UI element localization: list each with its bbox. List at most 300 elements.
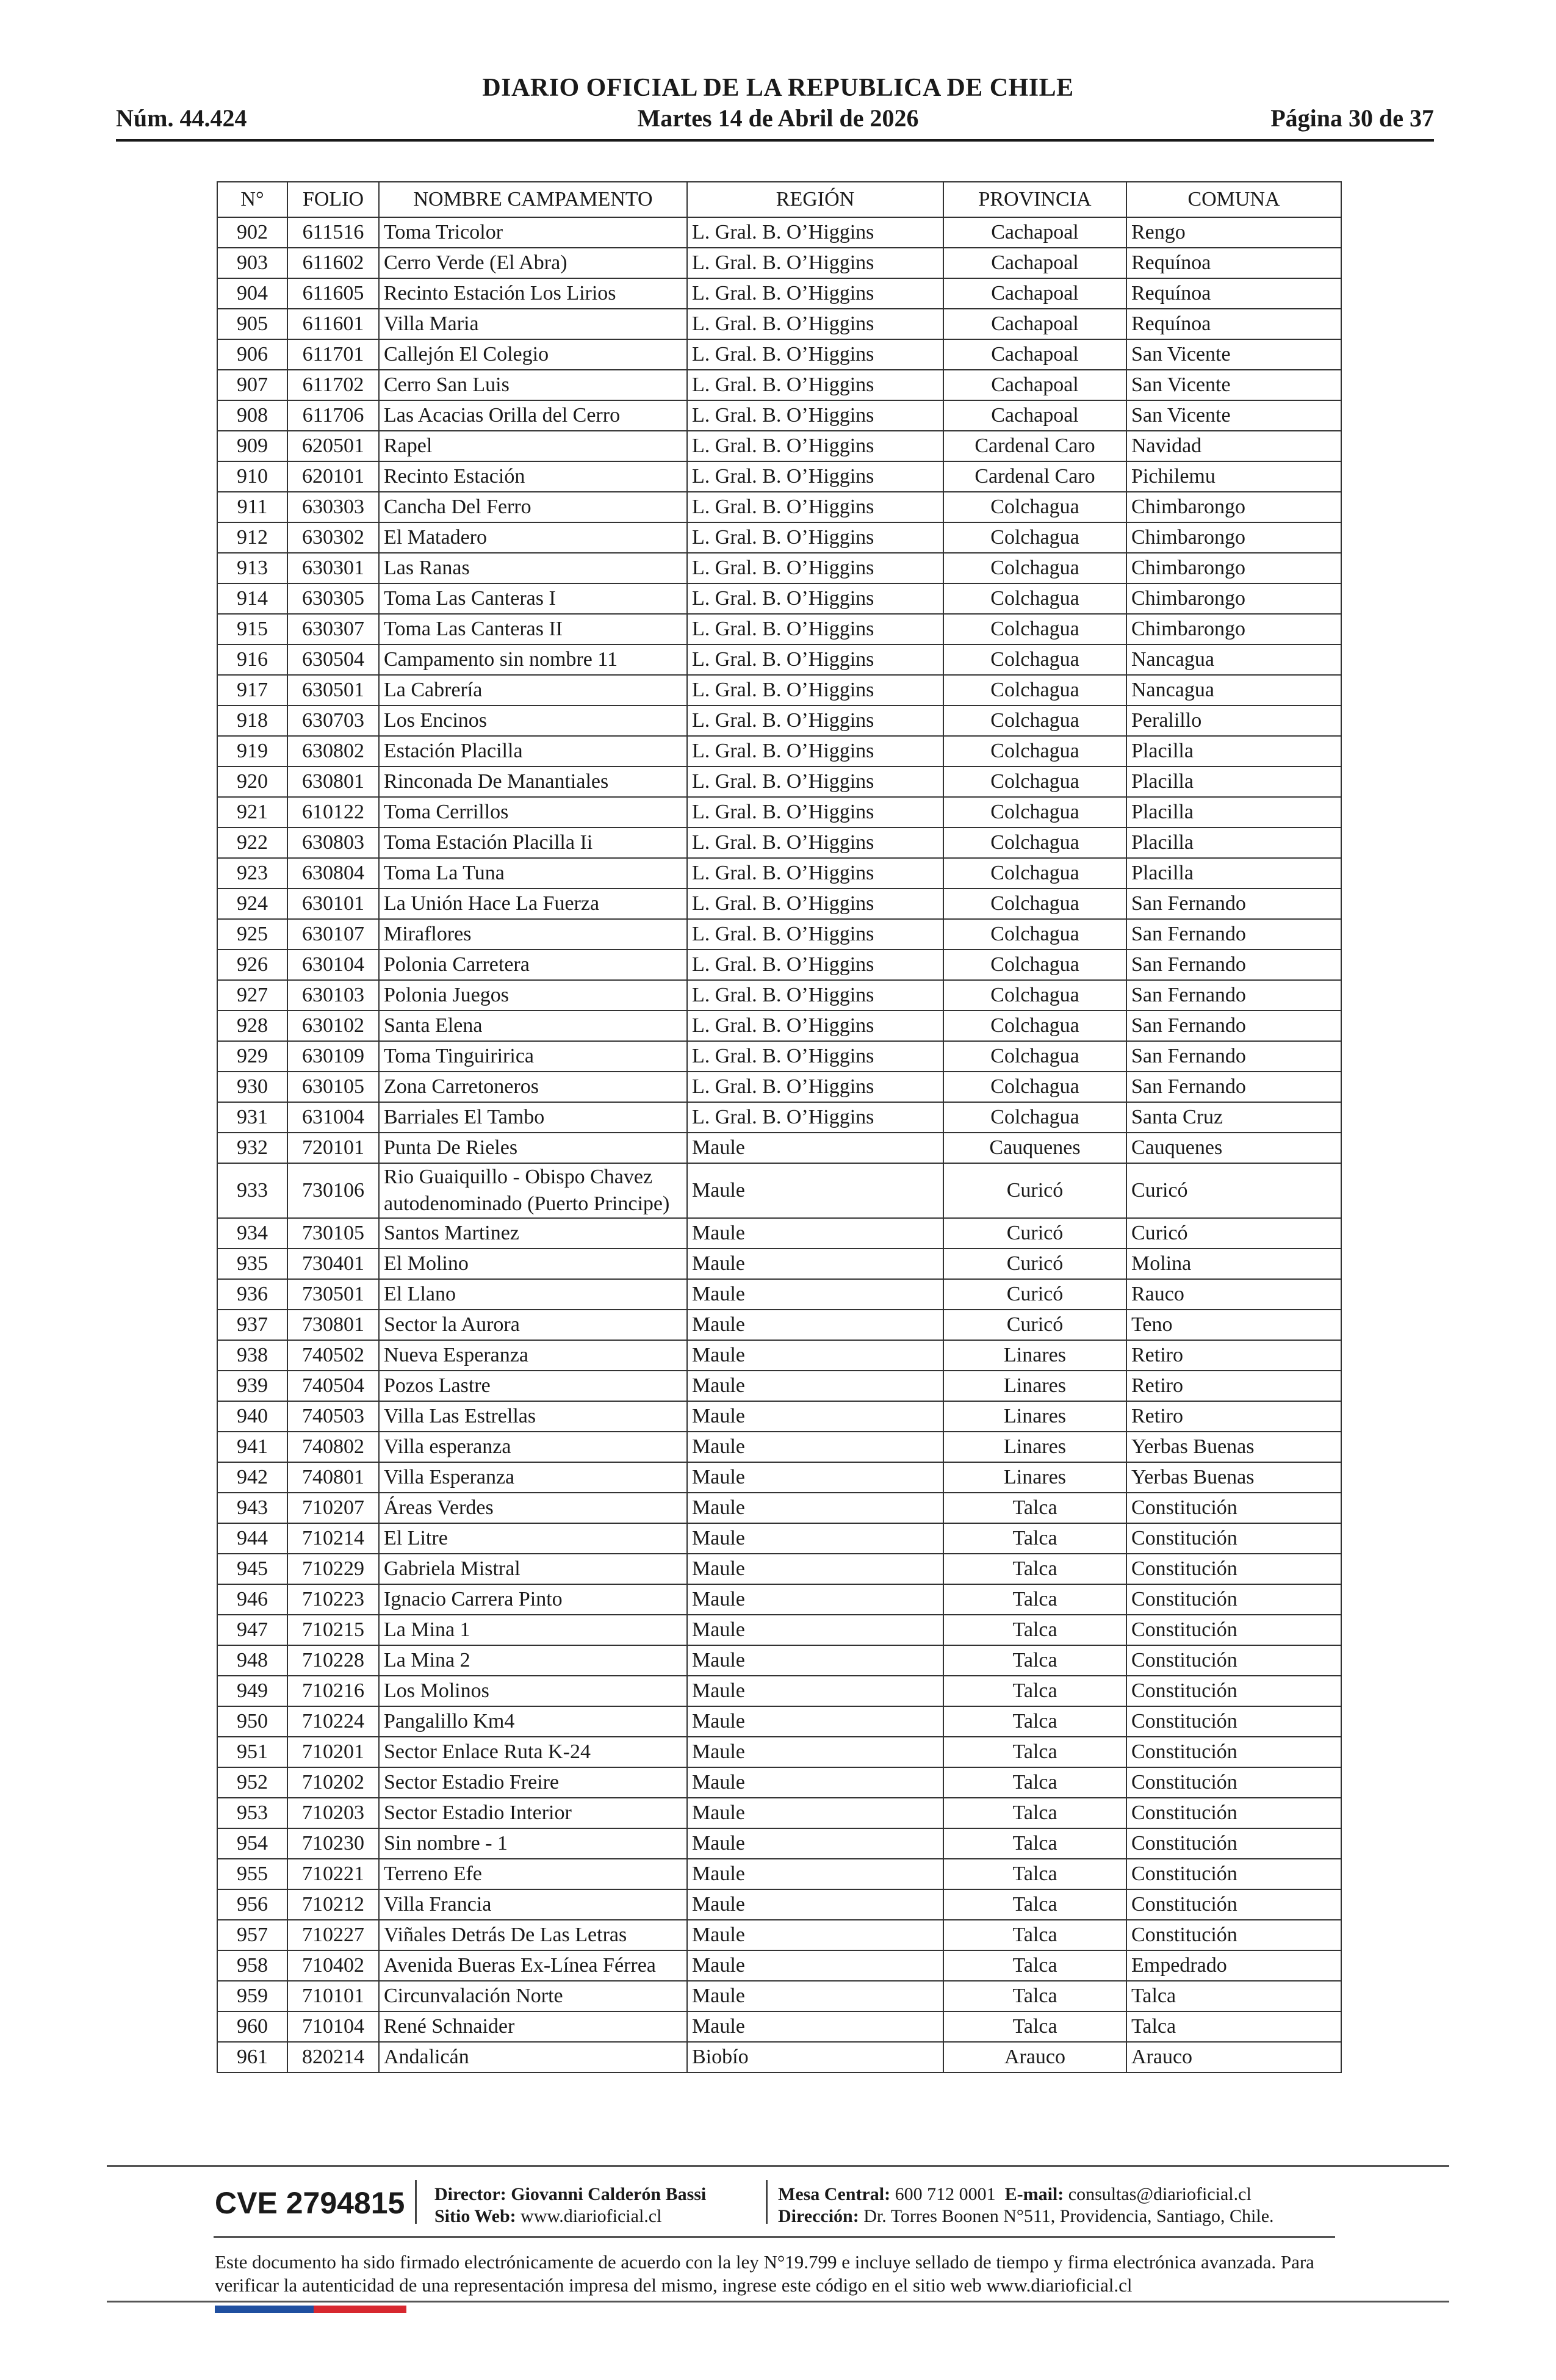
cell-provincia: Colchagua bbox=[943, 583, 1126, 614]
cell-folio: 630804 bbox=[287, 858, 379, 889]
table-row bbox=[217, 1554, 1341, 1584]
cell-provincia: Curicó bbox=[943, 1279, 1126, 1310]
cell-comuna: Chimbarongo bbox=[1126, 492, 1341, 522]
column-header-region: REGIÓN bbox=[687, 182, 943, 217]
cell-nombre: Áreas Verdes bbox=[379, 1493, 687, 1523]
cell-provincia: Colchagua bbox=[943, 1011, 1126, 1041]
table-row bbox=[217, 1163, 1341, 1218]
cell-region: Maule bbox=[687, 1859, 943, 1889]
table-row bbox=[217, 1432, 1341, 1462]
newspaper-title: DIARIO OFICIAL DE LA REPUBLICA DE CHILE bbox=[482, 74, 1074, 102]
cell-region: Maule bbox=[687, 1133, 943, 1163]
cell-folio: 710223 bbox=[287, 1584, 379, 1615]
table-row bbox=[217, 1493, 1341, 1523]
cell-folio: 710229 bbox=[287, 1554, 379, 1584]
cell-nombre: Polonia Juegos bbox=[379, 980, 687, 1011]
cell-region: Maule bbox=[687, 2011, 943, 2042]
legal-notice: Este documento ha sido firmado electrónicamente de acuerdo con la ley N°19.799 e incluye sellado de tiempo y firma electrónica avanzada. Para verificar la autenticidad de una representación impresa del mismo, ingrese este código en el sitio web www.diarioficial.cl bbox=[215, 2251, 1314, 2296]
cell-folio: 611516 bbox=[287, 217, 379, 248]
cell-folio: 740802 bbox=[287, 1432, 379, 1462]
table-row bbox=[217, 400, 1341, 431]
cell-folio: 630303 bbox=[287, 492, 379, 522]
cell-provincia: Colchagua bbox=[943, 889, 1126, 919]
cell-region: L. Gral. B. O’Higgins bbox=[687, 370, 943, 400]
cell-region: Maule bbox=[687, 1462, 943, 1493]
cell-nombre: Campamento sin nombre 11 bbox=[379, 644, 687, 675]
cell-nombre: El Litre bbox=[379, 1523, 687, 1554]
cell-comuna: Nancagua bbox=[1126, 644, 1341, 675]
cell-comuna: Rauco bbox=[1126, 1279, 1341, 1310]
cell-numero: 921 bbox=[217, 797, 287, 828]
cell-nombre: Villa Maria bbox=[379, 309, 687, 339]
cell-provincia: Colchagua bbox=[943, 614, 1126, 644]
cell-folio: 630802 bbox=[287, 736, 379, 766]
footer-divider-bottom bbox=[107, 2301, 1449, 2302]
cell-region: Maule bbox=[687, 1676, 943, 1706]
table-row bbox=[217, 248, 1341, 278]
cell-provincia: Talca bbox=[943, 1493, 1126, 1523]
cell-numero: 935 bbox=[217, 1249, 287, 1279]
cell-provincia: Linares bbox=[943, 1340, 1126, 1371]
cell-numero: 941 bbox=[217, 1432, 287, 1462]
cell-provincia: Talca bbox=[943, 1798, 1126, 1828]
cell-provincia: Colchagua bbox=[943, 950, 1126, 980]
cell-comuna: Teno bbox=[1126, 1310, 1341, 1340]
cell-provincia: Talca bbox=[943, 1859, 1126, 1889]
table-row bbox=[217, 1102, 1341, 1133]
table-row bbox=[217, 522, 1341, 553]
cell-region: L. Gral. B. O’Higgins bbox=[687, 400, 943, 431]
cell-provincia: Cachapoal bbox=[943, 278, 1126, 309]
column-header-folio: FOLIO bbox=[287, 182, 379, 217]
footer-divider-top bbox=[107, 2165, 1449, 2167]
mesa-phone: 600 712 0001 bbox=[895, 2184, 996, 2204]
cell-comuna: Constitución bbox=[1126, 1615, 1341, 1645]
cell-numero: 938 bbox=[217, 1340, 287, 1371]
cell-nombre: Pangalillo Km4 bbox=[379, 1706, 687, 1737]
cell-comuna: Curicó bbox=[1126, 1163, 1341, 1218]
cell-nombre: Recinto Estación Los Lirios bbox=[379, 278, 687, 309]
cell-provincia: Talca bbox=[943, 2011, 1126, 2042]
cell-comuna: Chimbarongo bbox=[1126, 553, 1341, 583]
cell-comuna: Cauquenes bbox=[1126, 1133, 1341, 1163]
cell-folio: 710203 bbox=[287, 1798, 379, 1828]
cell-provincia: Cachapoal bbox=[943, 217, 1126, 248]
cell-provincia: Colchagua bbox=[943, 675, 1126, 705]
cell-provincia: Linares bbox=[943, 1462, 1126, 1493]
page-indicator: Página 30 de 37 bbox=[1270, 104, 1434, 132]
cell-folio: 710216 bbox=[287, 1676, 379, 1706]
cell-folio: 630101 bbox=[287, 889, 379, 919]
table-row bbox=[217, 1279, 1341, 1310]
cell-comuna: Navidad bbox=[1126, 431, 1341, 461]
table-row bbox=[217, 339, 1341, 370]
cell-folio: 630703 bbox=[287, 705, 379, 736]
cell-nombre: La Unión Hace La Fuerza bbox=[379, 889, 687, 919]
cell-folio: 630803 bbox=[287, 828, 379, 858]
cell-nombre: Pozos Lastre bbox=[379, 1371, 687, 1401]
footer-divider-middle bbox=[214, 2236, 1335, 2238]
cell-nombre: Ignacio Carrera Pinto bbox=[379, 1584, 687, 1615]
table-row bbox=[217, 553, 1341, 583]
footer-separator bbox=[766, 2180, 768, 2224]
cell-region: L. Gral. B. O’Higgins bbox=[687, 675, 943, 705]
cell-provincia: Linares bbox=[943, 1371, 1126, 1401]
cell-provincia: Talca bbox=[943, 1889, 1126, 1920]
cell-folio: 710227 bbox=[287, 1920, 379, 1950]
cell-numero: 925 bbox=[217, 919, 287, 950]
cell-nombre: Cancha Del Ferro bbox=[379, 492, 687, 522]
flag-stripe-red bbox=[314, 2306, 406, 2313]
cell-numero: 930 bbox=[217, 1072, 287, 1102]
cell-provincia: Linares bbox=[943, 1432, 1126, 1462]
email-label: E-mail: bbox=[1004, 2184, 1064, 2204]
cell-nombre: Barriales El Tambo bbox=[379, 1102, 687, 1133]
cell-folio: 710202 bbox=[287, 1767, 379, 1798]
mesa-label: Mesa Central: bbox=[778, 2184, 891, 2204]
cell-folio: 620501 bbox=[287, 431, 379, 461]
cell-nombre: La Cabrería bbox=[379, 675, 687, 705]
cell-numero: 937 bbox=[217, 1310, 287, 1340]
cell-folio: 611602 bbox=[287, 248, 379, 278]
cell-region: Maule bbox=[687, 1401, 943, 1432]
cell-nombre: Toma Cerrillos bbox=[379, 797, 687, 828]
cell-numero: 955 bbox=[217, 1859, 287, 1889]
cell-comuna: Requínoa bbox=[1126, 248, 1341, 278]
cell-provincia: Curicó bbox=[943, 1163, 1126, 1218]
cell-numero: 949 bbox=[217, 1676, 287, 1706]
cell-nombre: El Matadero bbox=[379, 522, 687, 553]
cell-provincia: Talca bbox=[943, 1737, 1126, 1767]
table-row bbox=[217, 1615, 1341, 1645]
cell-comuna: Talca bbox=[1126, 1981, 1341, 2011]
cell-comuna: Constitución bbox=[1126, 1706, 1341, 1737]
cell-nombre: Sin nombre - 1 bbox=[379, 1828, 687, 1859]
cell-nombre: Polonia Carretera bbox=[379, 950, 687, 980]
cell-provincia: Colchagua bbox=[943, 919, 1126, 950]
cell-comuna: San Vicente bbox=[1126, 339, 1341, 370]
cell-provincia: Colchagua bbox=[943, 644, 1126, 675]
cell-numero: 908 bbox=[217, 400, 287, 431]
cell-numero: 936 bbox=[217, 1279, 287, 1310]
cell-comuna: Constitución bbox=[1126, 1554, 1341, 1584]
cell-folio: 710212 bbox=[287, 1889, 379, 1920]
cell-comuna: Constitución bbox=[1126, 1493, 1341, 1523]
table-row bbox=[217, 1981, 1341, 2011]
cell-region: Maule bbox=[687, 1615, 943, 1645]
cell-region: Maule bbox=[687, 1950, 943, 1981]
cell-numero: 931 bbox=[217, 1102, 287, 1133]
cell-comuna: San Vicente bbox=[1126, 400, 1341, 431]
cell-numero: 944 bbox=[217, 1523, 287, 1554]
email-link[interactable]: consultas@diarioficial.cl bbox=[1068, 2184, 1252, 2204]
cell-comuna: San Fernando bbox=[1126, 1072, 1341, 1102]
cell-region: Maule bbox=[687, 1889, 943, 1920]
address-label: Dirección: bbox=[778, 2206, 859, 2226]
cell-comuna: Constitución bbox=[1126, 1920, 1341, 1950]
flag-stripe-blue bbox=[215, 2306, 314, 2313]
cell-comuna: Santa Cruz bbox=[1126, 1102, 1341, 1133]
cell-comuna: Retiro bbox=[1126, 1371, 1341, 1401]
table-row bbox=[217, 1462, 1341, 1493]
cell-region: Maule bbox=[687, 1163, 943, 1218]
cell-region: L. Gral. B. O’Higgins bbox=[687, 309, 943, 339]
issue-number: Núm. 44.424 bbox=[116, 104, 247, 132]
table-row bbox=[217, 1340, 1341, 1371]
cell-comuna: Curicó bbox=[1126, 1218, 1341, 1249]
cell-nombre: Villa Francia bbox=[379, 1889, 687, 1920]
director-name: Giovanni Calderón Bassi bbox=[511, 2184, 707, 2204]
column-header-nombre: NOMBRE CAMPAMENTO bbox=[379, 182, 687, 217]
cell-folio: 710228 bbox=[287, 1645, 379, 1676]
cell-region: L. Gral. B. O’Higgins bbox=[687, 797, 943, 828]
cell-numero: 946 bbox=[217, 1584, 287, 1615]
cell-folio: 611706 bbox=[287, 400, 379, 431]
cell-provincia: Arauco bbox=[943, 2042, 1126, 2072]
column-header-numero: N° bbox=[217, 182, 287, 217]
cell-folio: 740801 bbox=[287, 1462, 379, 1493]
director-block bbox=[434, 2183, 706, 2227]
cell-region: L. Gral. B. O’Higgins bbox=[687, 217, 943, 248]
cell-region: L. Gral. B. O’Higgins bbox=[687, 492, 943, 522]
cell-numero: 947 bbox=[217, 1615, 287, 1645]
cell-numero: 950 bbox=[217, 1706, 287, 1737]
cell-nombre: Santos Martinez bbox=[379, 1218, 687, 1249]
table-row bbox=[217, 1767, 1341, 1798]
cell-comuna: Yerbas Buenas bbox=[1126, 1462, 1341, 1493]
table-row bbox=[217, 1218, 1341, 1249]
table-row bbox=[217, 1011, 1341, 1041]
cell-nombre: El Llano bbox=[379, 1279, 687, 1310]
cell-provincia: Talca bbox=[943, 1554, 1126, 1584]
cell-nombre: Sector Estadio Interior bbox=[379, 1798, 687, 1828]
cell-provincia: Colchagua bbox=[943, 522, 1126, 553]
cell-nombre: Miraflores bbox=[379, 919, 687, 950]
web-label: Sitio Web: bbox=[434, 2206, 516, 2226]
cell-nombre: Callejón El Colegio bbox=[379, 339, 687, 370]
cell-region: L. Gral. B. O’Higgins bbox=[687, 644, 943, 675]
cell-nombre: Andalicán bbox=[379, 2042, 687, 2072]
cell-provincia: Colchagua bbox=[943, 766, 1126, 797]
cell-comuna: Constitución bbox=[1126, 1889, 1341, 1920]
cell-nombre: Toma Tricolor bbox=[379, 217, 687, 248]
cell-numero: 960 bbox=[217, 2011, 287, 2042]
table-row bbox=[217, 1041, 1341, 1072]
cell-numero: 911 bbox=[217, 492, 287, 522]
cell-numero: 913 bbox=[217, 553, 287, 583]
cell-provincia: Cachapoal bbox=[943, 309, 1126, 339]
cell-region: L. Gral. B. O’Higgins bbox=[687, 614, 943, 644]
cell-nombre: Rapel bbox=[379, 431, 687, 461]
cell-numero: 905 bbox=[217, 309, 287, 339]
cell-comuna: Placilla bbox=[1126, 828, 1341, 858]
table-row bbox=[217, 644, 1341, 675]
cell-nombre: Sector la Aurora bbox=[379, 1310, 687, 1340]
table-row bbox=[217, 705, 1341, 736]
cell-region: Maule bbox=[687, 1432, 943, 1462]
cell-numero: 957 bbox=[217, 1920, 287, 1950]
cell-comuna: Talca bbox=[1126, 2011, 1341, 2042]
cell-comuna: San Fernando bbox=[1126, 1011, 1341, 1041]
cell-folio: 630504 bbox=[287, 644, 379, 675]
cell-region: Maule bbox=[687, 1218, 943, 1249]
cell-nombre: Avenida Bueras Ex-Línea Férrea bbox=[379, 1950, 687, 1981]
cell-numero: 903 bbox=[217, 248, 287, 278]
cell-folio: 740504 bbox=[287, 1371, 379, 1401]
table-row bbox=[217, 217, 1341, 248]
cell-nombre: Toma Las Canteras II bbox=[379, 614, 687, 644]
table-row bbox=[217, 675, 1341, 705]
cell-nombre: Punta De Rieles bbox=[379, 1133, 687, 1163]
cell-region: L. Gral. B. O’Higgins bbox=[687, 919, 943, 950]
cell-nombre: Villa esperanza bbox=[379, 1432, 687, 1462]
cell-nombre: Toma Las Canteras I bbox=[379, 583, 687, 614]
cell-provincia: Talca bbox=[943, 1645, 1126, 1676]
table-row bbox=[217, 2011, 1341, 2042]
cell-numero: 924 bbox=[217, 889, 287, 919]
cell-region: L. Gral. B. O’Higgins bbox=[687, 828, 943, 858]
table-row bbox=[217, 736, 1341, 766]
cell-comuna: San Fernando bbox=[1126, 919, 1341, 950]
cell-provincia: Curicó bbox=[943, 1249, 1126, 1279]
cell-comuna: Constitución bbox=[1126, 1676, 1341, 1706]
cell-provincia: Cardenal Caro bbox=[943, 461, 1126, 492]
cell-region: L. Gral. B. O’Higgins bbox=[687, 583, 943, 614]
table-row bbox=[217, 461, 1341, 492]
cell-numero: 928 bbox=[217, 1011, 287, 1041]
table-row bbox=[217, 370, 1341, 400]
table-row bbox=[217, 889, 1341, 919]
cell-numero: 912 bbox=[217, 522, 287, 553]
table-row bbox=[217, 1645, 1341, 1676]
cell-numero: 926 bbox=[217, 950, 287, 980]
cell-comuna: Constitución bbox=[1126, 1737, 1341, 1767]
cell-provincia: Colchagua bbox=[943, 828, 1126, 858]
cell-numero: 918 bbox=[217, 705, 287, 736]
table-body bbox=[217, 217, 1341, 2072]
cell-numero: 959 bbox=[217, 1981, 287, 2011]
cell-nombre: Viñales Detrás De Las Letras bbox=[379, 1920, 687, 1950]
cell-numero: 942 bbox=[217, 1462, 287, 1493]
cell-comuna: Requínoa bbox=[1126, 278, 1341, 309]
cell-numero: 940 bbox=[217, 1401, 287, 1432]
table-row bbox=[217, 828, 1341, 858]
cell-provincia: Cauquenes bbox=[943, 1133, 1126, 1163]
cell-comuna: Yerbas Buenas bbox=[1126, 1432, 1341, 1462]
cell-nombre: Cerro Verde (El Abra) bbox=[379, 248, 687, 278]
table-row bbox=[217, 309, 1341, 339]
cell-region: L. Gral. B. O’Higgins bbox=[687, 553, 943, 583]
cell-numero: 909 bbox=[217, 431, 287, 461]
cell-folio: 630305 bbox=[287, 583, 379, 614]
cell-folio: 630105 bbox=[287, 1072, 379, 1102]
cell-region: L. Gral. B. O’Higgins bbox=[687, 1102, 943, 1133]
table-row bbox=[217, 583, 1341, 614]
cell-nombre: Terreno Efe bbox=[379, 1859, 687, 1889]
cell-comuna: Chimbarongo bbox=[1126, 614, 1341, 644]
cell-folio: 631004 bbox=[287, 1102, 379, 1133]
cell-comuna: Nancagua bbox=[1126, 675, 1341, 705]
cell-nombre: Los Molinos bbox=[379, 1676, 687, 1706]
cell-nombre: La Mina 2 bbox=[379, 1645, 687, 1676]
cell-region: L. Gral. B. O’Higgins bbox=[687, 950, 943, 980]
cell-nombre: Cerro San Luis bbox=[379, 370, 687, 400]
cell-nombre: Toma Estación Placilla Ii bbox=[379, 828, 687, 858]
column-header-provincia: PROVINCIA bbox=[943, 182, 1126, 217]
cell-nombre: Circunvalación Norte bbox=[379, 1981, 687, 2011]
cell-comuna: Constitución bbox=[1126, 1859, 1341, 1889]
cell-comuna: Molina bbox=[1126, 1249, 1341, 1279]
cell-comuna: San Fernando bbox=[1126, 950, 1341, 980]
contact-block bbox=[778, 2183, 1274, 2227]
table-row bbox=[217, 797, 1341, 828]
table-row bbox=[217, 614, 1341, 644]
table-row bbox=[217, 1706, 1341, 1737]
cell-provincia: Cachapoal bbox=[943, 400, 1126, 431]
cell-region: L. Gral. B. O’Higgins bbox=[687, 766, 943, 797]
cell-region: L. Gral. B. O’Higgins bbox=[687, 461, 943, 492]
table-row bbox=[217, 766, 1341, 797]
cell-numero: 953 bbox=[217, 1798, 287, 1828]
cell-numero: 945 bbox=[217, 1554, 287, 1584]
cell-region: Maule bbox=[687, 1249, 943, 1279]
cell-numero: 916 bbox=[217, 644, 287, 675]
cell-folio: 611701 bbox=[287, 339, 379, 370]
cell-nombre: Toma La Tuna bbox=[379, 858, 687, 889]
cell-region: Maule bbox=[687, 1828, 943, 1859]
cell-region: Maule bbox=[687, 1737, 943, 1767]
cell-comuna: Peralillo bbox=[1126, 705, 1341, 736]
cell-numero: 952 bbox=[217, 1767, 287, 1798]
cell-nombre: Sector Enlace Ruta K-24 bbox=[379, 1737, 687, 1767]
cell-nombre: Gabriela Mistral bbox=[379, 1554, 687, 1584]
cell-numero: 956 bbox=[217, 1889, 287, 1920]
director-label: Director: bbox=[434, 2184, 506, 2204]
cell-region: Maule bbox=[687, 1554, 943, 1584]
cell-region: L. Gral. B. O’Higgins bbox=[687, 980, 943, 1011]
cell-provincia: Colchagua bbox=[943, 492, 1126, 522]
cell-region: Maule bbox=[687, 1310, 943, 1340]
issue-date: Martes 14 de Abril de 2026 bbox=[637, 104, 919, 132]
cell-numero: 917 bbox=[217, 675, 287, 705]
cell-comuna: Chimbarongo bbox=[1126, 522, 1341, 553]
cell-region: L. Gral. B. O’Higgins bbox=[687, 889, 943, 919]
cell-region: L. Gral. B. O’Higgins bbox=[687, 278, 943, 309]
cell-numero: 933 bbox=[217, 1163, 287, 1218]
table-row bbox=[217, 980, 1341, 1011]
cell-comuna: San Fernando bbox=[1126, 980, 1341, 1011]
cell-region: Maule bbox=[687, 1493, 943, 1523]
cell-provincia: Colchagua bbox=[943, 1072, 1126, 1102]
cell-provincia: Talca bbox=[943, 1523, 1126, 1554]
cell-provincia: Talca bbox=[943, 1676, 1126, 1706]
cell-folio: 611605 bbox=[287, 278, 379, 309]
cell-comuna: Placilla bbox=[1126, 766, 1341, 797]
cell-nombre: Los Encinos bbox=[379, 705, 687, 736]
table-row bbox=[217, 1676, 1341, 1706]
cell-nombre: Sector Estadio Freire bbox=[379, 1767, 687, 1798]
cell-folio: 630501 bbox=[287, 675, 379, 705]
web-link[interactable]: www.diarioficial.cl bbox=[520, 2206, 662, 2226]
cell-folio: 630301 bbox=[287, 553, 379, 583]
cell-comuna: San Fernando bbox=[1126, 889, 1341, 919]
cell-numero: 914 bbox=[217, 583, 287, 614]
cell-provincia: Talca bbox=[943, 1981, 1126, 2011]
cell-region: L. Gral. B. O’Higgins bbox=[687, 522, 943, 553]
cell-region: L. Gral. B. O’Higgins bbox=[687, 339, 943, 370]
cell-numero: 961 bbox=[217, 2042, 287, 2072]
cell-region: Maule bbox=[687, 1645, 943, 1676]
